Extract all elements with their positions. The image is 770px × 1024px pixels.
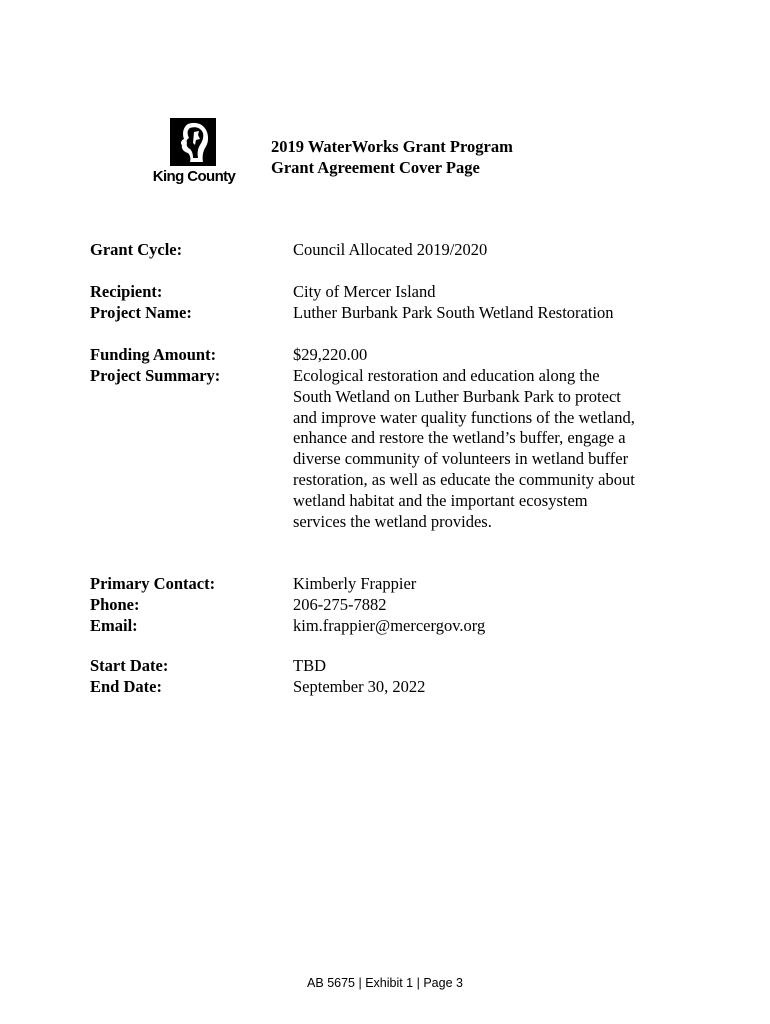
summary-line: South Wetland on Luther Burbank Park to protect <box>293 386 621 406</box>
start-date-value: TBD <box>293 656 326 675</box>
title-line-2: Grant Agreement Cover Page <box>271 158 480 177</box>
primary-contact-value: Kimberly Frappier <box>293 574 417 593</box>
end-date-value: September 30, 2022 <box>293 677 426 696</box>
recipient-label: Recipient: <box>90 282 163 301</box>
summary-line: wetland habitat and the important ecosystem <box>293 490 588 510</box>
email-label: Email: <box>90 616 138 635</box>
summary-line: restoration, as well as educate the community about <box>293 469 635 489</box>
logo-text: King County <box>152 168 236 185</box>
grant-cycle-value: Council Allocated 2019/2020 <box>293 240 488 259</box>
recipient-value: City of Mercer Island <box>293 282 436 301</box>
grant-cycle-label: Grant Cycle: <box>90 240 183 259</box>
project-summary-label: Project Summary: <box>90 366 221 385</box>
funding-amount-label: Funding Amount: <box>90 345 217 364</box>
project-name-value: Luther Burbank Park South Wetland Restoration <box>293 303 614 322</box>
end-date-label: End Date: <box>90 677 162 696</box>
summary-line: and improve water quality functions of the wetland, <box>293 407 635 427</box>
primary-contact-label: Primary Contact: <box>90 574 216 593</box>
project-summary-value <box>293 366 673 532</box>
funding-amount-value: $29,220.00 <box>293 345 368 364</box>
title-line-1: 2019 WaterWorks Grant Program <box>271 137 513 156</box>
document-title <box>271 136 513 178</box>
email-value[interactable]: kim.frappier@mercergov.org <box>293 616 486 635</box>
king-county-logo <box>146 118 242 190</box>
phone-label: Phone: <box>90 595 140 614</box>
project-name-label: Project Name: <box>90 303 192 322</box>
page-footer: AB 5675 | Exhibit 1 | Page 3 <box>307 976 463 990</box>
summary-line: diverse community of volunteers in wetland buffer <box>293 449 629 469</box>
king-county-emblem-icon <box>170 118 216 166</box>
summary-line: Ecological restoration and education along the <box>293 366 600 385</box>
phone-value: 206-275-7882 <box>293 595 387 614</box>
start-date-label: Start Date: <box>90 656 169 675</box>
summary-line: enhance and restore the wetland’s buffer, engage a <box>293 428 626 448</box>
summary-line: services the wetland provides. <box>293 511 492 531</box>
